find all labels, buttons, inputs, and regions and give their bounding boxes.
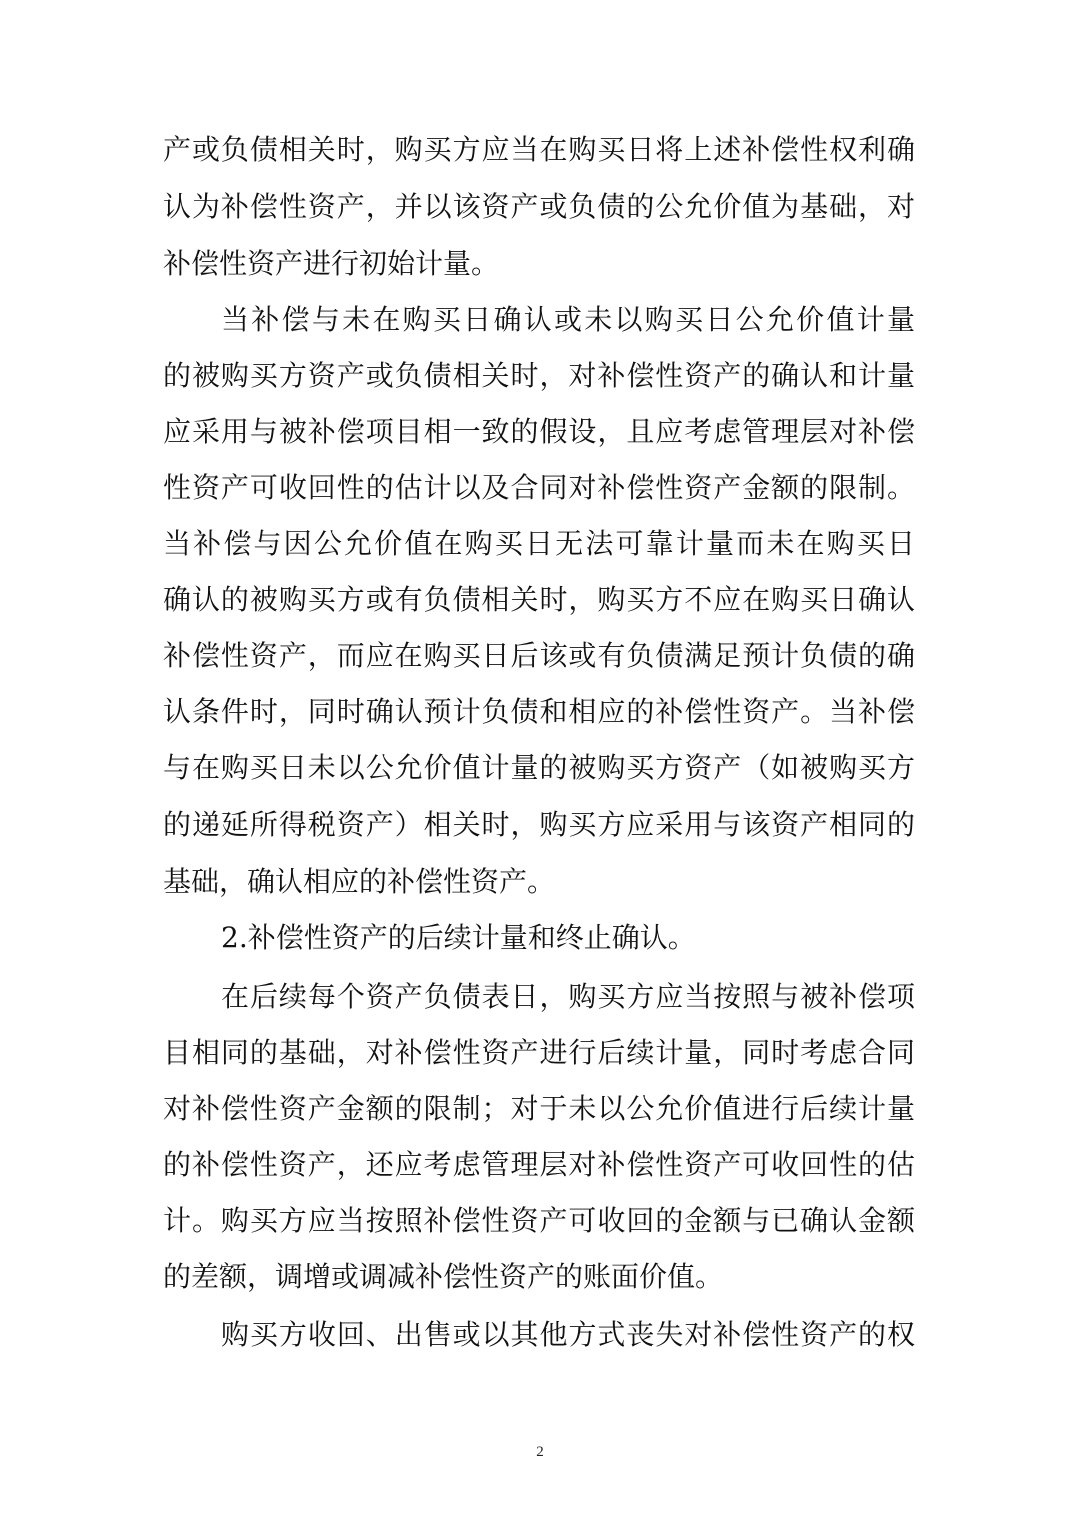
- text-line: 基础，确认相应的补偿性资产。: [163, 865, 556, 898]
- text-line: 目相同的基础，对补偿性资产进行后续计量，同时考虑合同: [163, 1036, 915, 1069]
- text-line: 的补偿性资产，还应考虑管理层对补偿性资产可收回性的估: [163, 1148, 915, 1181]
- section-heading: 2.补偿性资产的后续计量和终止确认。: [221, 921, 696, 954]
- text-line: 性资产可收回性的估计以及合同对补偿性资产金额的限制。: [163, 471, 915, 504]
- text-line: 确认的被购买方或有负债相关时，购买方不应在购买日确认: [163, 583, 915, 616]
- text-line: 的差额，调增或调减补偿性资产的账面价值。: [163, 1260, 724, 1293]
- text-line: 的被购买方资产或负债相关时，对补偿性资产的确认和计量: [163, 359, 915, 392]
- text-line: 购买方收回、出售或以其他方式丧失对补偿性资产的权: [221, 1318, 915, 1351]
- text-line: 应采用与被补偿项目相一致的假设，且应考虑管理层对补偿: [163, 415, 915, 448]
- text-line: 计。购买方应当按照补偿性资产可收回的金额与已确认金额: [163, 1204, 915, 1237]
- text-line: 对补偿性资产金额的限制；对于未以公允价值进行后续计量: [163, 1092, 915, 1125]
- page-number: 2: [536, 1444, 544, 1460]
- text-line: 补偿性资产，而应在购买日后该或有负债满足预计负债的确: [163, 639, 915, 672]
- text-line: 与在购买日未以公允价值计量的被购买方资产（如被购买方: [163, 751, 915, 784]
- text-line: 当补偿与未在购买日确认或未以购买日公允价值计量: [221, 303, 915, 336]
- text-line: 产或负债相关时，购买方应当在购买日将上述补偿性权利确: [163, 133, 915, 166]
- text-line: 当补偿与因公允价值在购买日无法可靠计量而未在购买日: [163, 527, 915, 560]
- text-line: 补偿性资产进行初始计量。: [163, 247, 500, 280]
- text-line: 认为补偿性资产，并以该资产或负债的公允价值为基础，对: [163, 190, 915, 223]
- text-line: 认条件时，同时确认预计负债和相应的补偿性资产。当补偿: [163, 695, 915, 728]
- text-line: 的递延所得税资产）相关时，购买方应采用与该资产相同的: [163, 808, 915, 841]
- text-line: 在后续每个资产负债表日，购买方应当按照与被补偿项: [221, 980, 915, 1013]
